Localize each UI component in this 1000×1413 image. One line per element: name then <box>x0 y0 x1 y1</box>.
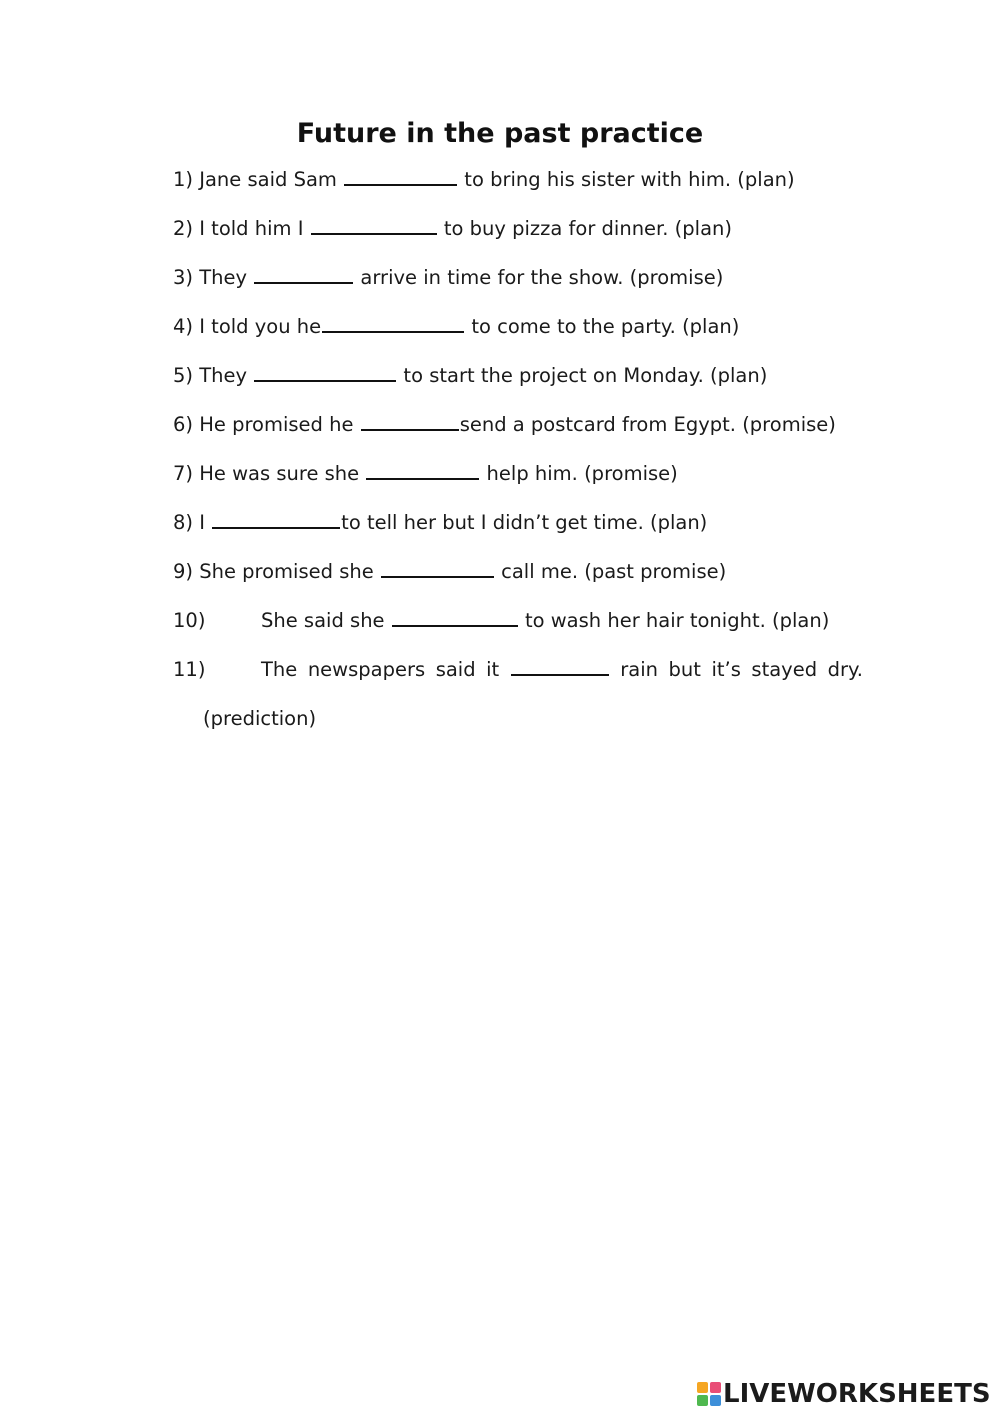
exercise-item-10: 10) She said she to wash her hair tonight. (plan) <box>173 609 830 632</box>
answer-blank[interactable] <box>311 215 437 235</box>
answer-blank[interactable] <box>322 313 464 333</box>
answer-blank[interactable] <box>392 607 518 627</box>
exercise-item-6: 6) He promised he send a postcard from Egypt. (promise) <box>173 413 836 436</box>
answer-blank[interactable] <box>344 166 457 186</box>
answer-blank[interactable] <box>366 460 479 480</box>
exercise-item-9: 9) She promised she call me. (past promise) <box>173 560 727 583</box>
answer-blank[interactable] <box>511 656 609 676</box>
exercise-item-11: 11) The newspapers said it rain but it’s stayed dry. <box>173 658 863 681</box>
answer-blank[interactable] <box>254 264 353 284</box>
logo-text: LIVEWORKSHEETS <box>723 1379 991 1409</box>
answer-blank[interactable] <box>381 558 494 578</box>
exercise-item-8: 8) I to tell her but I didn’t get time. (plan) <box>173 511 708 534</box>
exercise-item-4: 4) I told you he to come to the party. (plan) <box>173 315 740 338</box>
liveworksheets-logo <box>697 1379 991 1409</box>
exercise-item-5: 5) They to start the project on Monday. (plan) <box>173 364 768 387</box>
exercise-item-7: 7) He was sure she help him. (promise) <box>173 462 678 485</box>
exercise-item-3: 3) They arrive in time for the show. (promise) <box>173 266 724 289</box>
answer-blank[interactable] <box>254 362 396 382</box>
logo-mark-icon <box>697 1382 721 1406</box>
exercise-item-1: 1) Jane said Sam to bring his sister with him. (plan) <box>173 168 795 191</box>
exercise-item-11-continuation: (prediction) <box>203 707 317 730</box>
exercise-item-2: 2) I told him I to buy pizza for dinner. (plan) <box>173 217 732 240</box>
answer-blank[interactable] <box>212 509 340 529</box>
page-title: Future in the past practice <box>296 118 704 149</box>
answer-blank[interactable] <box>361 411 459 431</box>
exercise-list <box>173 166 863 754</box>
